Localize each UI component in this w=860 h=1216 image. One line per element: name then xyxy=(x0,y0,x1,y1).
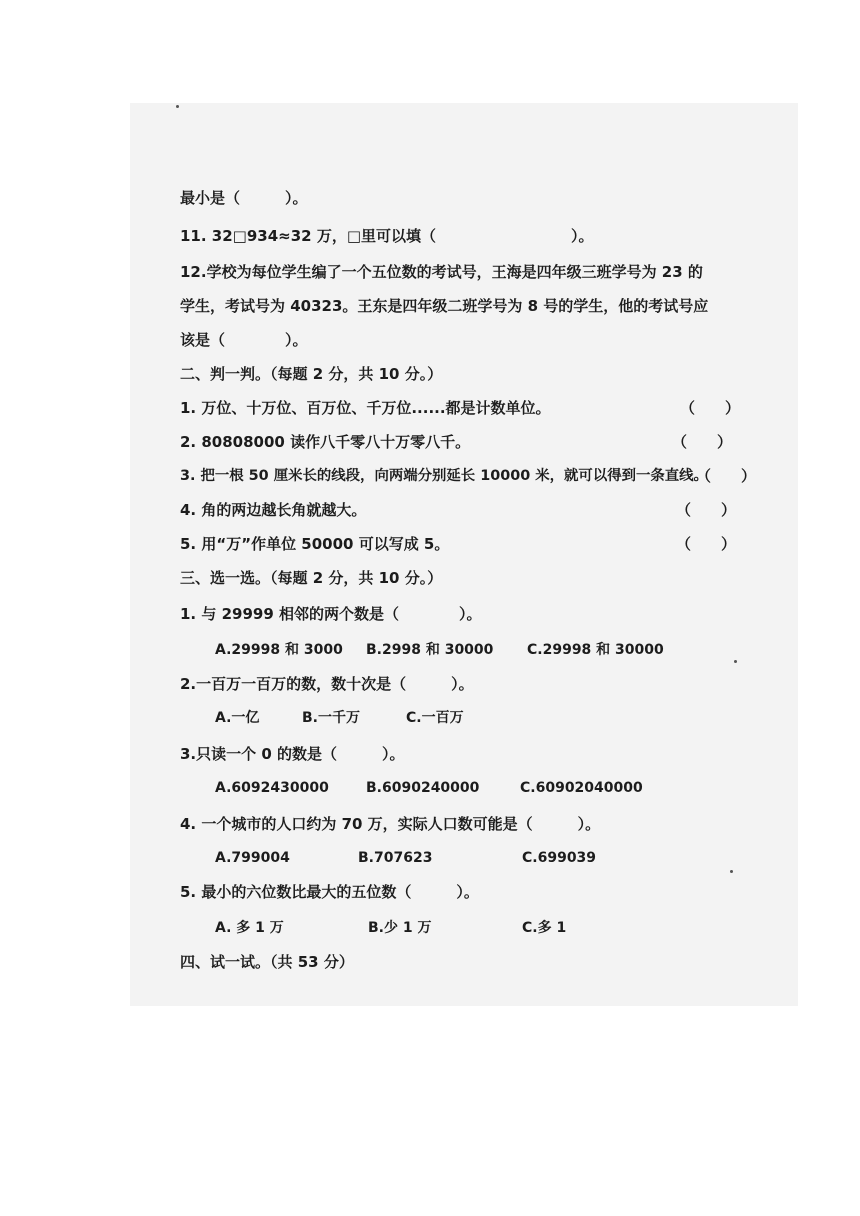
judge-item-2: 2. 80808000 读作八千零八十万零八千。 xyxy=(180,433,471,451)
choice-5-option-b: B.少 1 万 xyxy=(368,920,432,936)
choice-4-option-c: C.699039 xyxy=(522,850,597,866)
choice-2-option-b: B.一千万 xyxy=(302,710,360,726)
judge-item-4: 4. 角的两边越长角就越大。 xyxy=(180,501,367,519)
choice-2-option-c: C.一百万 xyxy=(406,710,464,726)
speck-mark xyxy=(730,870,733,873)
choice-question-3: 3.只读一个 0 的数是（ ）。 xyxy=(180,745,405,763)
choice-2-option-a: A.一亿 xyxy=(215,710,260,726)
judge-item-1: 1. 万位、十万位、百万位、千万位......都是计数单位。 xyxy=(180,399,551,417)
choice-1-option-c: C.29998 和 30000 xyxy=(527,642,664,658)
choice-4-option-b: B.707623 xyxy=(358,850,433,866)
question-12-line-1: 12.学校为每位学生编了一个五位数的考试号，王海是四年级三班学号为 23 的 xyxy=(180,263,703,281)
question-10-tail: 最小是（ ）。 xyxy=(180,189,308,207)
section-3-heading: 三、选一选。（每题 2 分，共 10 分。） xyxy=(180,569,443,587)
question-11: 11. 32□934≈32 万，□里可以填（ ）。 xyxy=(180,227,594,245)
judge-item-1-paren: （ ） xyxy=(679,399,740,417)
judge-item-5-paren: （ ） xyxy=(675,535,736,553)
choice-question-2: 2.一百万一百万的数，数十次是（ ）。 xyxy=(180,675,474,693)
choice-5-option-c: C.多 1 xyxy=(522,920,567,936)
question-12-line-3: 该是（ ）。 xyxy=(180,331,308,349)
choice-3-option-c: C.60902040000 xyxy=(520,780,643,796)
choice-question-5: 5. 最小的六位数比最大的五位数（ ）。 xyxy=(180,883,479,901)
choice-1-option-b: B.2998 和 30000 xyxy=(366,642,494,658)
choice-3-option-b: B.6090240000 xyxy=(366,780,480,796)
choice-5-option-a: A. 多 1 万 xyxy=(215,920,284,936)
choice-question-1: 1. 与 29999 相邻的两个数是（ ）。 xyxy=(180,605,482,623)
section-4-heading: 四、试一试。（共 53 分） xyxy=(180,953,354,971)
question-12-line-2: 学生，考试号为 40323。王东是四年级二班学号为 8 号的学生，他的考试号应 xyxy=(180,297,709,315)
choice-4-option-a: A.799004 xyxy=(215,850,290,866)
judge-item-5: 5. 用“万”作单位 50000 可以写成 5。 xyxy=(180,535,450,553)
choice-question-4: 4. 一个城市的人口约为 70 万，实际人口数可能是（ ）。 xyxy=(180,815,601,833)
judge-item-3: 3. 把一根 50 厘米长的线段，向两端分别延长 10000 米，就可以得到一条直线。 xyxy=(180,468,708,484)
speck-mark xyxy=(176,105,179,108)
section-2-heading: 二、判一判。（每题 2 分，共 10 分。） xyxy=(180,365,443,383)
judge-item-2-paren: （ ） xyxy=(671,433,732,451)
choice-1-option-a: A.29998 和 3000 xyxy=(215,642,343,658)
judge-item-4-paren: （ ） xyxy=(675,501,736,519)
speck-mark xyxy=(734,660,737,663)
judge-item-3-paren: （ ） xyxy=(695,467,756,485)
choice-3-option-a: A.6092430000 xyxy=(215,780,329,796)
